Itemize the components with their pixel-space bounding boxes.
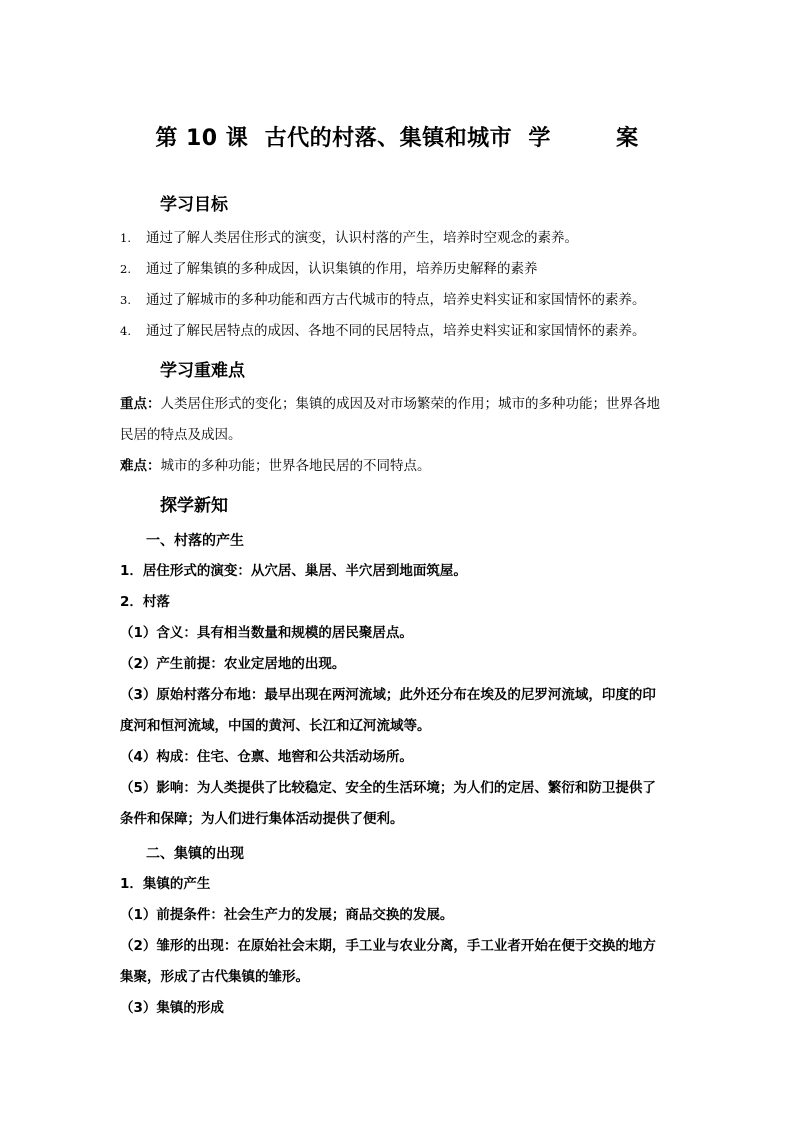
goal-item bbox=[120, 229, 690, 247]
goal-text: 通过了解集镇的多种成因，认识集镇的作用，培养历史解释的素养 bbox=[146, 261, 538, 277]
section-heading-goals: 学习目标 bbox=[160, 195, 228, 215]
goal-number: 1. bbox=[120, 231, 131, 245]
paragraph: （2）产生前提：农业定居地的出现。 bbox=[120, 656, 346, 672]
page-title: 第 10 课 古代的村落、集镇和城市 学 案 bbox=[155, 126, 639, 151]
section-heading-key: 学习重难点 bbox=[160, 361, 245, 381]
goal-item bbox=[120, 322, 690, 340]
paragraph: 集聚，形成了古代集镇的雏形。 bbox=[120, 969, 309, 985]
focus-text: 人类居住形式的变化；集镇的成因及对市场繁荣的作用；城市的多种功能；世界各地 bbox=[160, 396, 660, 412]
goal-text: 通过了解民居特点的成因、各地不同的民居特点，培养史料实证和家国情怀的素养。 bbox=[146, 323, 646, 339]
focus-label: 重点： bbox=[120, 396, 161, 412]
paragraph: （2）雏形的出现：在原始社会末期，手工业与农业分离，手工业者开始在便于交换的地方 bbox=[120, 938, 656, 954]
goal-text: 通过了解城市的多种功能和西方古代城市的特点，培养史料实证和家国情怀的素养。 bbox=[146, 292, 646, 308]
subheading-market-towns: 二、集镇的出现 bbox=[146, 846, 244, 862]
paragraph: 1．集镇的产生 bbox=[120, 876, 211, 892]
goal-number: 2. bbox=[120, 262, 131, 276]
paragraph: （5）影响：为人类提供了比较稳定、安全的生活环境；为人们的定居、繁衍和防卫提供了 bbox=[120, 780, 656, 796]
subheading-villages: 一、村落的产生 bbox=[146, 533, 244, 549]
paragraph: 度河和恒河流域，中国的黄河、长江和辽河流域等。 bbox=[120, 718, 431, 734]
paragraph: （3）集镇的形成 bbox=[120, 1000, 224, 1016]
goal-number: 4. bbox=[120, 324, 131, 338]
difficult-line bbox=[120, 457, 690, 475]
paragraph: （4）构成：住宅、仓禀、地窖和公共活动场所。 bbox=[120, 749, 413, 765]
difficult-text: 城市的多种功能；世界各地民居的不同特点。 bbox=[160, 458, 431, 474]
section-heading-explore: 探学新知 bbox=[160, 496, 228, 516]
goal-number: 3. bbox=[120, 293, 131, 307]
difficult-label: 难点： bbox=[120, 458, 161, 474]
paragraph: （1）前提条件：社会生产力的发展；商品交换的发展。 bbox=[120, 907, 454, 923]
paragraph: （3）原始村落分布地：最早出现在两河流域；此外还分布在埃及的尼罗河流域，印度的印 bbox=[120, 687, 656, 703]
goal-text: 通过了解人类居住形式的演变，认识村落的产生，培养时空观念的素养。 bbox=[146, 230, 578, 246]
paragraph: 1．居住形式的演变：从穴居、巢居、半穴居到地面筑屋。 bbox=[120, 563, 467, 579]
goal-item bbox=[120, 260, 690, 278]
paragraph: （1）含义：具有相当数量和规模的居民聚居点。 bbox=[120, 625, 413, 641]
paragraph: 条件和保障；为人们进行集体活动提供了便利。 bbox=[120, 811, 404, 827]
goal-item bbox=[120, 291, 690, 309]
paragraph: 2．村落 bbox=[120, 594, 170, 610]
focus-line bbox=[120, 395, 690, 413]
focus-line-cont: 民居的特点及成因。 bbox=[120, 427, 242, 443]
